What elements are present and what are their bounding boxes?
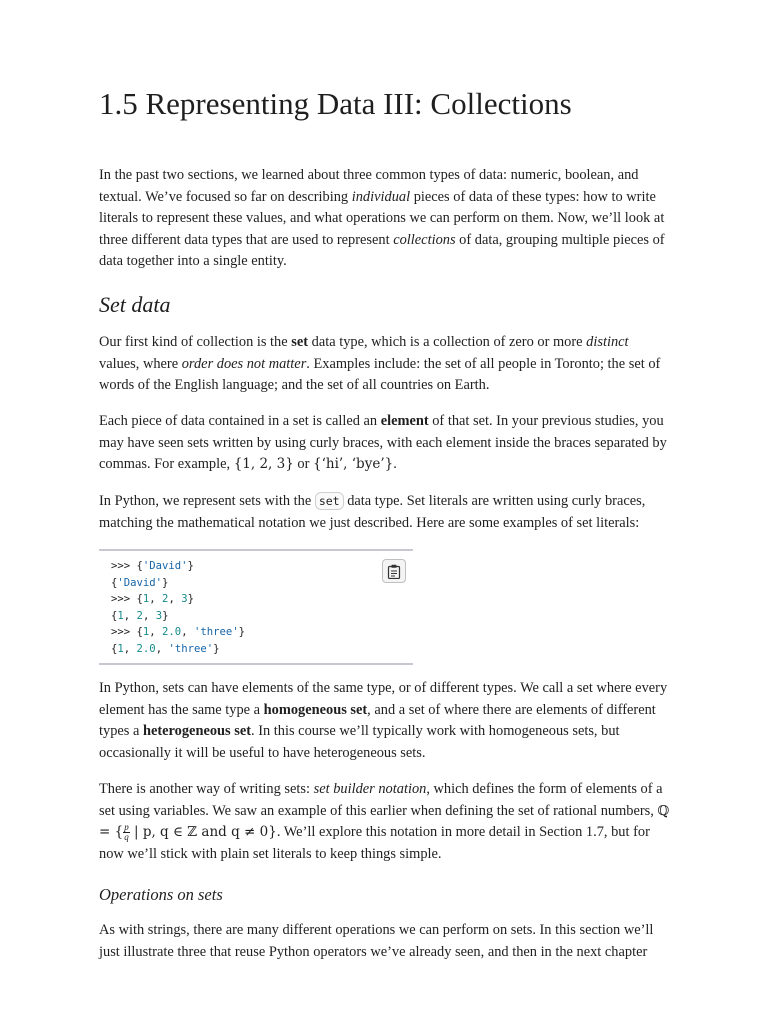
- text: In Python, sets can have elements of the same type, or of different types. We call a set where every element has the same type a: [99, 680, 668, 718]
- math-expression: ℚ = {: [99, 802, 670, 840]
- code-content: [111, 558, 245, 658]
- operations-paragraph: As with strings, there are many different operations we can perform on sets. In this section we’ll just illustrate three that reuse Python operators we’ve already seen, and then in the next chapter: [99, 922, 654, 960]
- text: .: [393, 456, 397, 472]
- text: , and a set of where there are elements of different types a: [99, 701, 656, 739]
- math-expression: | p, q ∈ ℤ and q ≠ 0}: [129, 824, 277, 840]
- code-line: {'David'}: [111, 576, 169, 589]
- text: values, where: [99, 355, 182, 372]
- section-heading-set-data: Set data: [99, 292, 171, 317]
- emphasis: order does not matter: [181, 355, 307, 372]
- homogeneous-paragraph: [99, 678, 671, 764]
- text: of data, grouping multiple pieces of data together into a single entity.: [99, 231, 665, 269]
- set-definition-paragraph: [99, 332, 671, 397]
- emphasis: individual: [351, 188, 411, 205]
- term: set: [291, 334, 309, 350]
- set-builder-paragraph: [99, 779, 671, 865]
- text: data type, which is a collection of zero or more: [308, 334, 587, 350]
- clipboard-icon: [387, 564, 401, 579]
- text: data type. Set literals are written using curly braces, matching the mathematical notation we just described. Here are some examples of set literals:: [99, 493, 646, 531]
- code-line: {1, 2.0, 'three'}: [111, 642, 220, 655]
- copy-button[interactable]: [382, 559, 406, 583]
- math-expression: {‘hi’, ‘bye’}: [313, 456, 394, 472]
- text: pieces of data of these types: how to write literals to represent these values, and what operations we can perform on them. Now, we’ll look at three different data types that are used to represent: [99, 188, 665, 248]
- code-line: {1, 2, 3}: [111, 609, 169, 622]
- page-title: 1.5 Representing Data III: Collections: [99, 86, 572, 121]
- subsection-heading-operations: Operations on sets: [99, 885, 223, 904]
- intro-paragraph: [99, 165, 671, 273]
- code-line: >>> {1, 2.0, 'three'}: [111, 626, 245, 639]
- text: Each piece of data contained in a set is called an: [99, 413, 381, 429]
- inline-code: set: [315, 492, 344, 510]
- text: or: [293, 456, 313, 472]
- term: heterogeneous set: [142, 723, 252, 739]
- emphasis: set builder notation: [313, 781, 427, 797]
- emphasis: collections: [393, 231, 456, 248]
- code-line: >>> {1, 2, 3}: [111, 593, 194, 606]
- text: In Python, we represent sets with the: [99, 493, 315, 509]
- fraction-denominator: q: [124, 832, 129, 843]
- text: , which defines the form of elements of a set using variables. We saw an example of this earlier when defining the set of rational numbers,: [99, 781, 663, 819]
- text: . In this course we’ll typically work with homogeneous sets, but occasionally it will be useful to have heterogeneous sets.: [99, 723, 620, 761]
- text: . Examples include: the set of all people in Toronto; the set of words of the English language; and the set of all countries on Earth.: [99, 355, 661, 393]
- code-block: [99, 549, 413, 665]
- text: In the past two sections, we learned about three common types of data: numeric, boolean, and textual. We’ve focused so far on describing: [99, 167, 639, 205]
- element-paragraph: [99, 411, 671, 476]
- code-line: >>> {'David'}: [111, 560, 194, 572]
- text: Our first kind of collection is the: [99, 334, 292, 350]
- text: There is another way of writing sets:: [99, 781, 314, 797]
- text: . We’ll explore this notation in more detail in Section 1.7, but for now we’ll stick with plain set literals to keep things simple.: [99, 824, 650, 862]
- term: homogeneous set: [263, 701, 368, 718]
- emphasis: distinct: [586, 334, 629, 350]
- fraction-numerator: p: [124, 822, 129, 833]
- math-expression: {1, 2, 3}: [233, 456, 294, 472]
- term: element: [380, 413, 429, 429]
- python-set-paragraph: [99, 491, 671, 534]
- text: of that set. In your previous studies, you may have seen sets written by using curly braces, with each element inside the braces separated by commas. For example,: [99, 413, 667, 472]
